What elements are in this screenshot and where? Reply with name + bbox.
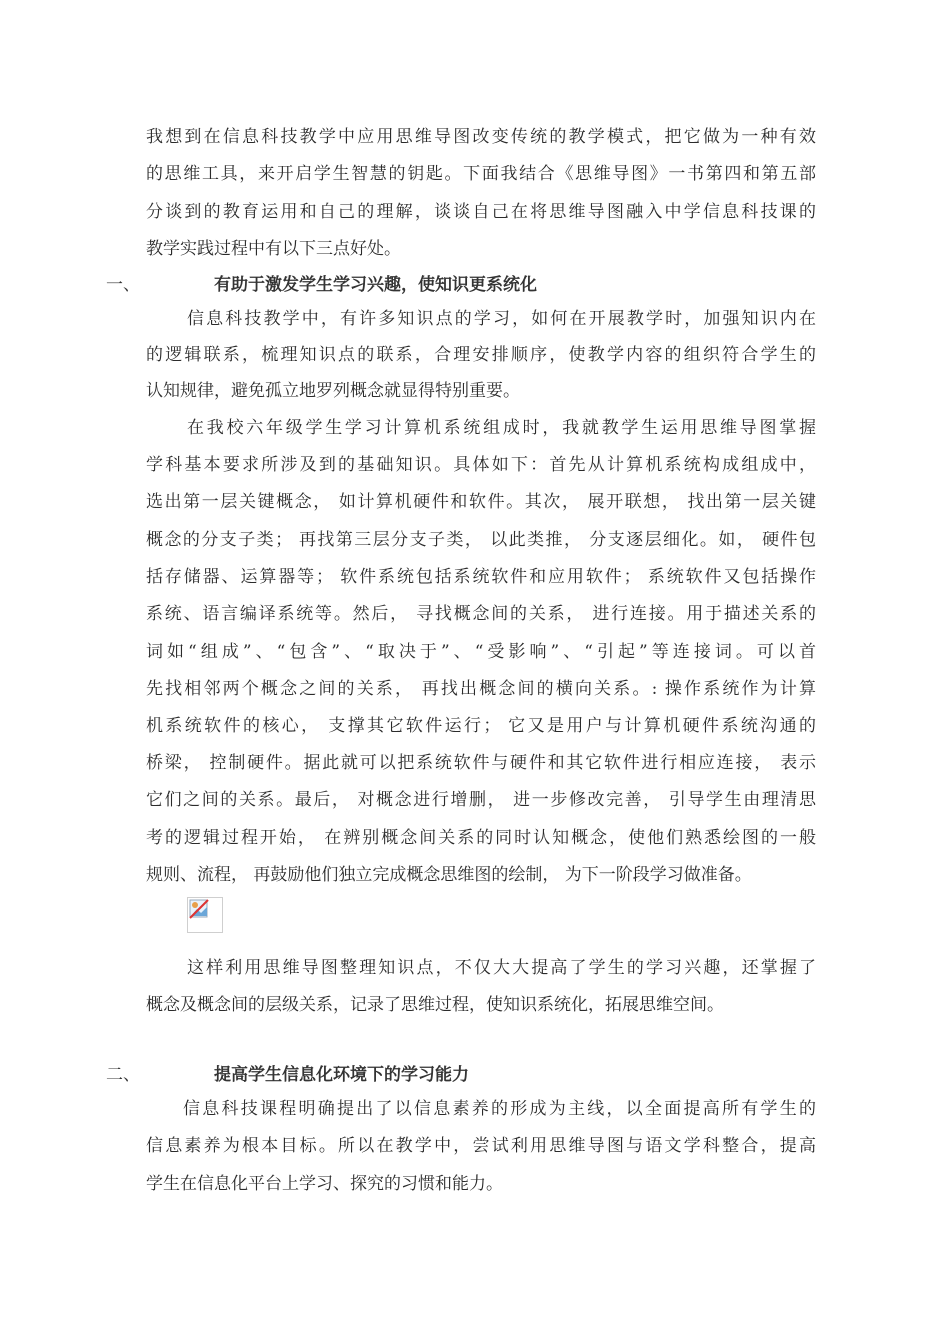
broken-image-glyph (189, 899, 209, 919)
section-1-para-2-line: 学科基本要求所涉及到的基础知识。具体如下：首先从计算机系统构成组成中， (146, 455, 816, 475)
section-2-title: 提高学生信息化环境下的学习能力 (214, 1065, 469, 1085)
section-1-para-2-line: 考的逻辑过程开始， 在辨别概念间关系的同时认知概念，使他们熟悉绘图的一般 (146, 828, 816, 848)
section-1-para-3-line: 这样利用思维导图整理知识点，不仅大大提高了学生的学习兴趣，还掌握了 (187, 958, 816, 978)
section-1-para-2-line: 桥梁， 控制硬件。据此就可以把系统软件与硬件和其它软件进行相应连接， 表示 (146, 753, 816, 773)
section-1-para-2-line: 它们之间的关系。最后， 对概念进行增删， 进一步修改完善， 引导学生由理清思 (146, 790, 816, 810)
broken-image-icon (187, 897, 223, 933)
section-2-para-1-line: 学生在信息化平台上学习、探究的习惯和能力。 (146, 1174, 503, 1194)
section-1-para-3-line: 概念及概念间的层级关系，记录了思维过程，使知识系统化，拓展思维空间。 (146, 995, 724, 1015)
section-2-number: 二、 (106, 1065, 140, 1085)
intro-line: 分谈到的教育运用和自己的理解，谈谈自己在将思维导图融入中学信息科技课的 (146, 202, 816, 222)
section-1-para-2-line: 规则、流程， 再鼓励他们独立完成概念思维图的绘制， 为下一阶段学习做准备。 (146, 865, 752, 885)
section-2-para-1-line: 信息素养为根本目标。所以在教学中，尝试利用思维导图与语文学科整合，提高 (146, 1136, 816, 1156)
section-1-para-1-line: 认知规律，避免孤立地罗列概念就显得特别重要。 (146, 381, 520, 401)
section-1-para-2-line: 系统、语言编译系统等。然后， 寻找概念间的关系， 进行连接。用于描述关系的 (146, 604, 816, 624)
section-1-para-1-line: 信息科技教学中，有许多知识点的学习，如何在开展教学时，加强知识内在 (187, 309, 816, 329)
intro-line: 的思维工具，来开启学生智慧的钥匙。下面我结合《思维导图》一书第四和第五部 (146, 164, 816, 184)
section-1-para-2-line: 词如“组成”、“包含”、“取决于”、“受影响”、“引起”等连接词。可以首 (146, 642, 816, 662)
section-1-para-2-line: 选出第一层关键概念， 如计算机硬件和软件。其次， 展开联想， 找出第一层关键 (146, 492, 816, 512)
section-1-para-2-line: 概念的分支子类； 再找第三层分支子类， 以此类推， 分支逐层细化。如， 硬件包 (146, 530, 816, 550)
section-1-para-2-line: 在我校六年级学生学习计算机系统组成时，我就教学生运用思维导图掌握 (187, 418, 816, 438)
intro-line: 我想到在信息科技教学中应用思维导图改变传统的教学模式，把它做为一种有效 (146, 127, 816, 147)
section-2-para-1-line: 信息科技课程明确提出了以信息素养的形成为主线，以全面提高所有学生的 (183, 1099, 816, 1119)
section-1-title: 有助于激发学生学习兴趣，使知识更系统化 (214, 275, 537, 295)
section-1-para-1-line: 的逻辑联系，梳理知识点的联系，合理安排顺序，使教学内容的组织符合学生的 (146, 345, 816, 365)
section-1-para-2-line: 括存储器、运算器等； 软件系统包括系统软件和应用软件； 系统软件又包括操作 (146, 567, 816, 587)
section-1-para-2-line: 机系统软件的核心， 支撑其它软件运行； 它又是用户与计算机硬件系统沟通的 (146, 716, 816, 736)
section-1-para-2-line: 先找相邻两个概念之间的关系， 再找出概念间的横向关系。: 操作系统作为计算 (146, 679, 816, 699)
section-1-number: 一、 (106, 275, 140, 295)
intro-line: 教学实践过程中有以下三点好处。 (146, 239, 401, 259)
